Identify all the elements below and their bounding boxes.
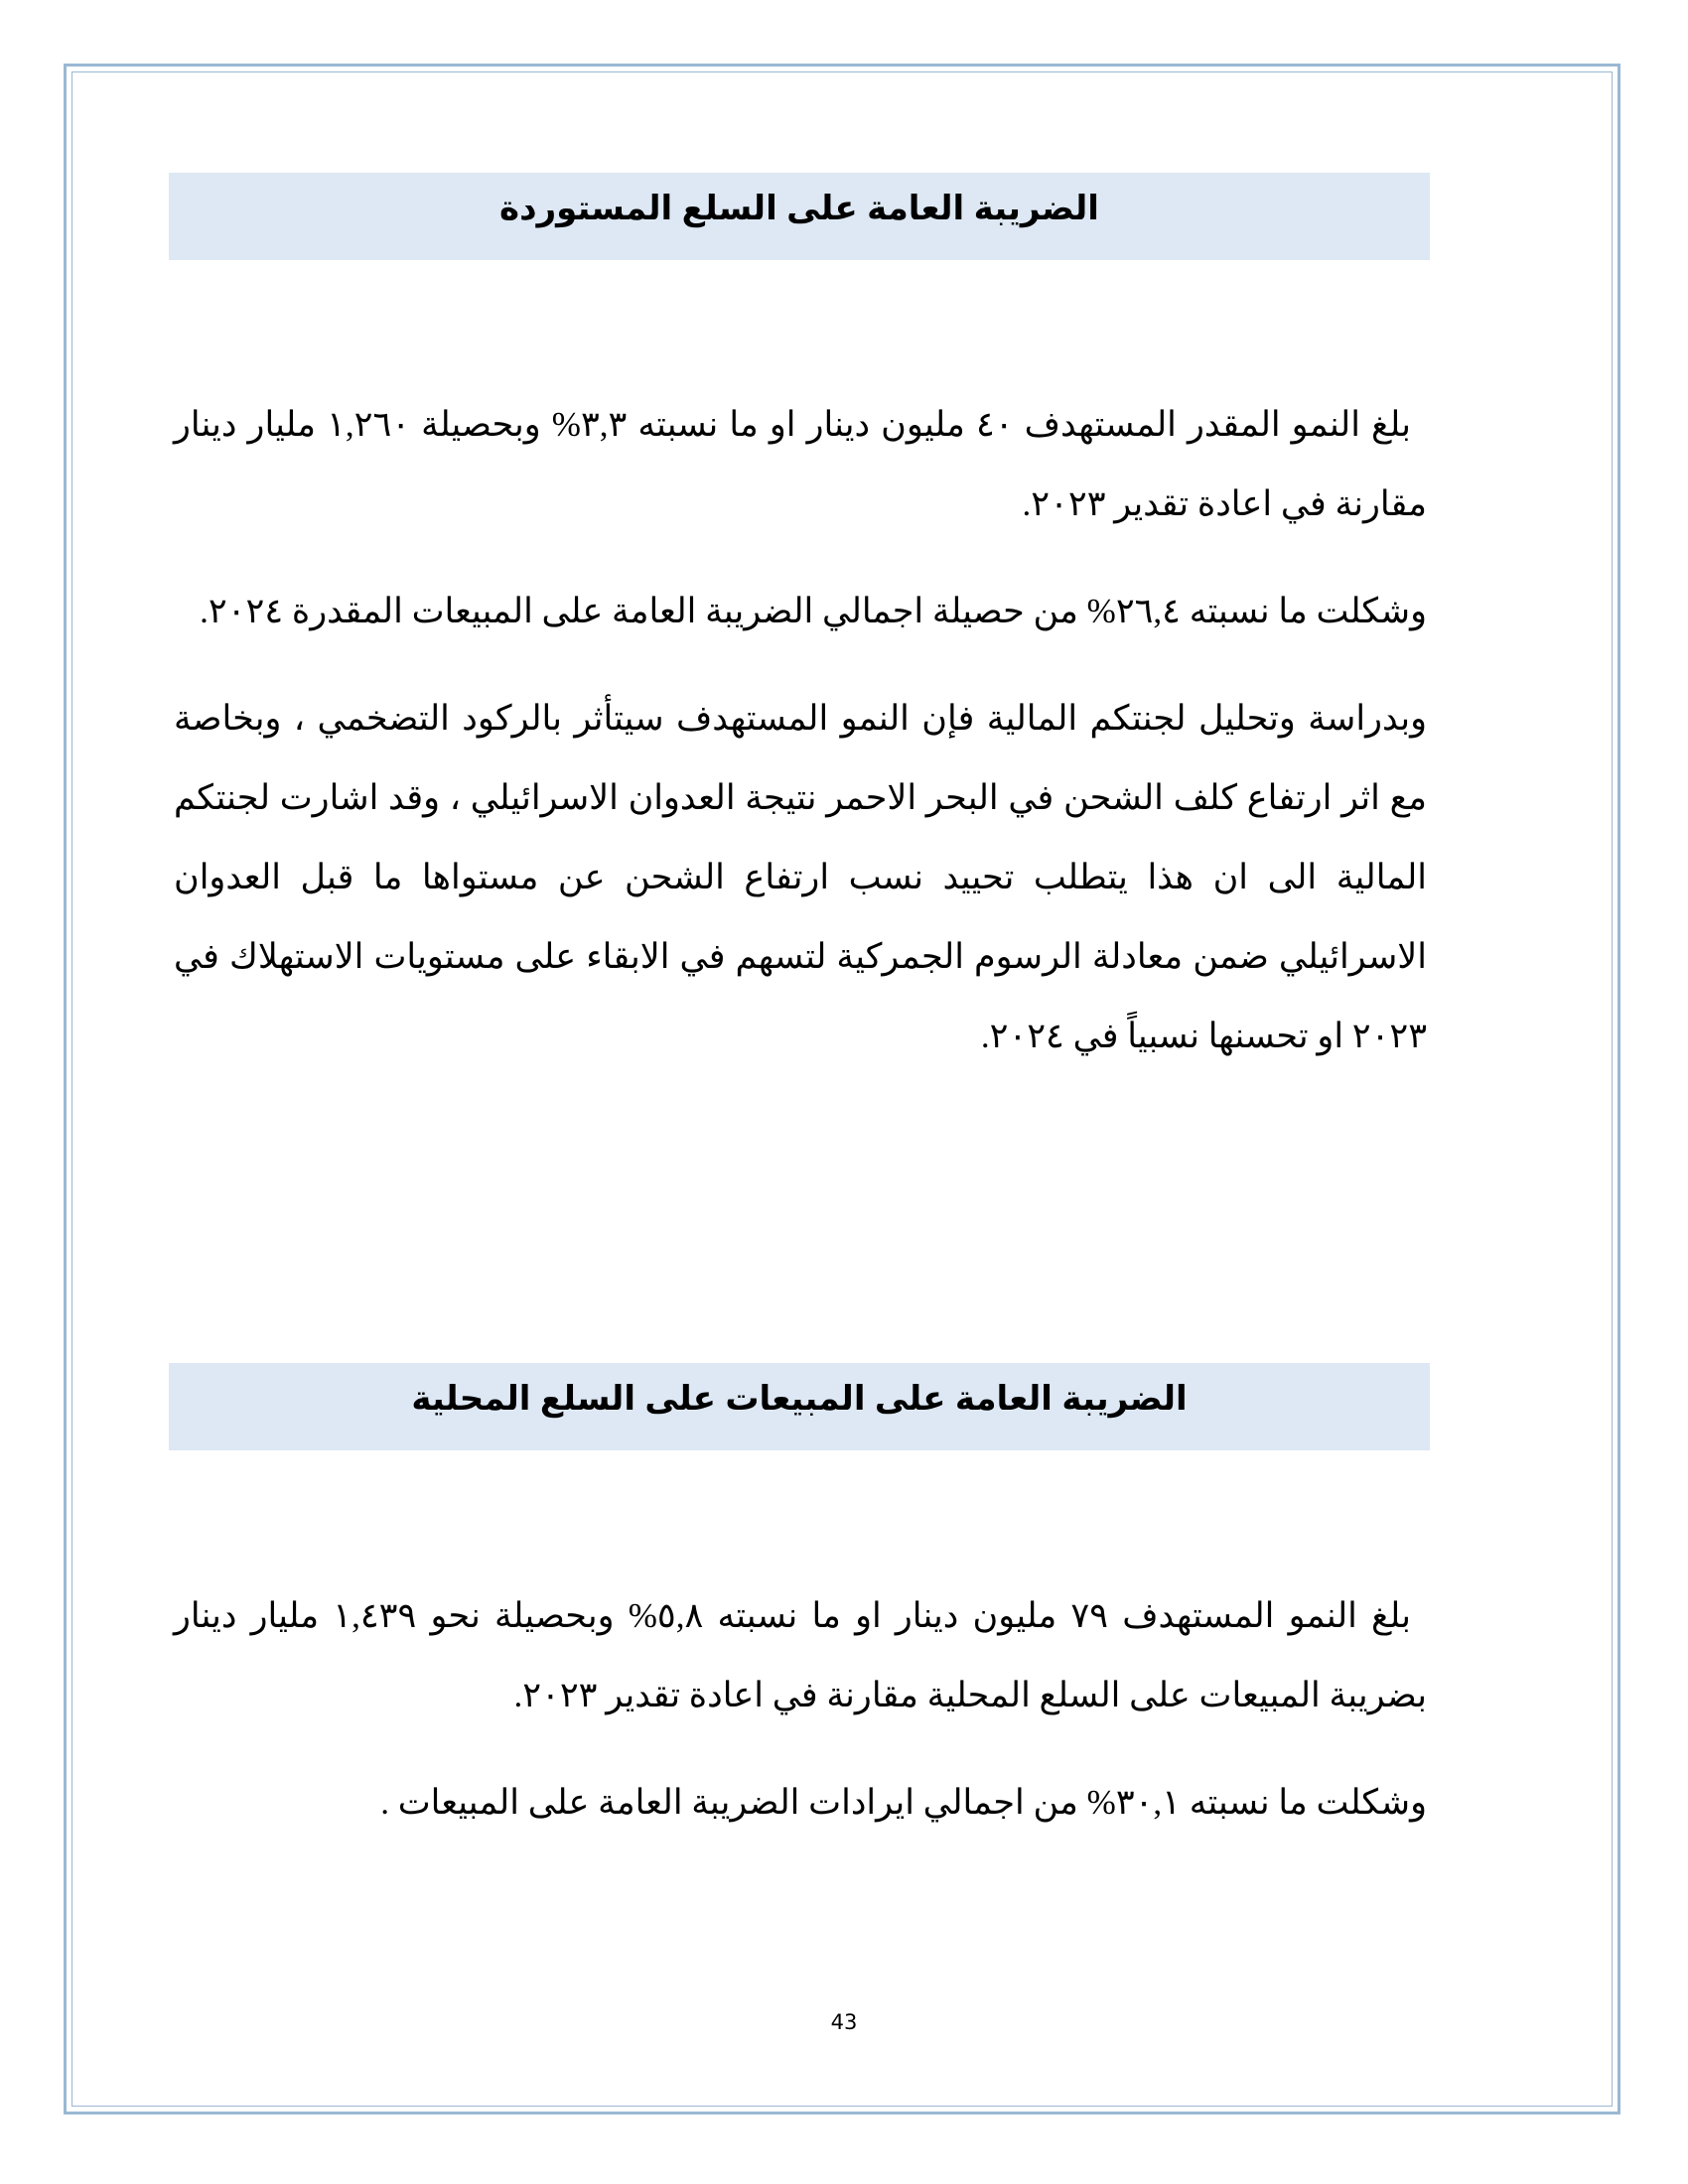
paragraph: بلغ النمو المستهدف ٧٩ مليون دينار او ما نسبته ٥,٨% وبحصيلة نحو ١,٤٣٩ مليار دينار بضريبة المبيعات على السلع المحلية مقارنة في اعادة تقدير ٢٠٢٣. (174, 1596, 1427, 1714)
paragraph: وبدراسة وتحليل لجنتكم المالية فإن النمو المستهدف سيتأثر بالركود التضخمي ، وبخاصة مع اثر ارتفاع كلف الشحن في البحر الاحمر نتيجة العدوان الاسرائيلي ، وقد اشارت لجنتكم المالية الى ان هذا يتطلب تحييد نسب ارتفاع الشحن عن مستواها ما قبل العدوان الاسرائيلي ضمن معادلة الرسوم الجمركية لتسهم في الابقاء على مستويات الاستهلاك في ٢٠٢٣ او تحسنها نسبياً في ٢٠٢٤. (174, 699, 1427, 1055)
page-number: 43 (830, 2010, 858, 2034)
section-heading-imported-goods-tax (169, 173, 1430, 260)
section-heading-text: الضريبة العامة على المبيعات على السلع المحلية (411, 1380, 1188, 1418)
paragraph: وشكلت ما نسبته ٣٠,١% من اجمالي ايرادات الضريبة العامة على المبيعات . (380, 1783, 1427, 1822)
section-heading-local-goods-tax (169, 1363, 1430, 1450)
paragraph: وشكلت ما نسبته ٢٦,٤% من حصيلة اجمالي الضريبة العامة على المبيعات المقدرة ٢٠٢٤. (200, 592, 1427, 630)
section-imported-goods-body (174, 385, 1427, 1104)
section-heading-text: الضريبة العامة على السلع المستوردة (499, 190, 1099, 227)
paragraph: بلغ النمو المقدر المستهدف ٤٠ مليون دينار او ما نسبته ٣,٣% وبحصيلة ١,٢٦٠ مليار دينار مقارنة في اعادة تقدير ٢٠٢٣. (174, 405, 1427, 523)
section-local-goods-body (174, 1576, 1427, 1870)
